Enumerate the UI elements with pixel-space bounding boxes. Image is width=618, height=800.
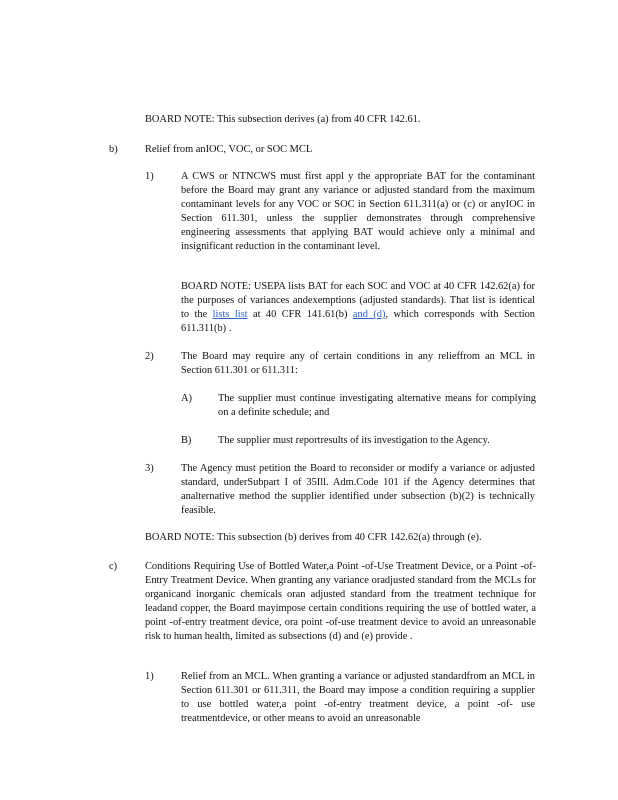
lists-list-link[interactable]: lists list	[212, 309, 248, 320]
subsection-b-heading: Relief from anIOC, VOC, or SOC MCL	[145, 144, 313, 155]
subparagraph-a-label: A)	[181, 393, 192, 404]
board-note-subsection-a: BOARD NOTE: This subsection derives (a) from 40 CFR 142.61.	[145, 114, 421, 125]
paragraph-b2-text: The Board may require any of certain conditions in any relieffrom an MCL in Section 611.301 or 611.311:	[181, 351, 535, 376]
paragraph-b2-number: 2)	[145, 351, 154, 362]
and-d-link[interactable]: and (d)	[352, 309, 386, 320]
board-note-bat-text-2: at 40 CFR 141.61(b)	[247, 309, 353, 320]
subsection-b-label: b)	[109, 144, 118, 155]
subparagraph-b-label: B)	[181, 435, 192, 446]
paragraph-b1-number: 1)	[145, 171, 154, 182]
subparagraph-a-text: The supplier must continue investigating alternative means for complying on a definite schedule; and	[218, 393, 536, 418]
paragraph-c1-number: 1)	[145, 671, 154, 682]
paragraph-b3-number: 3)	[145, 463, 154, 474]
board-note-bat-lists	[181, 280, 535, 336]
paragraph-b3-text: The Agency must petition the Board to reconsider or modify a variance or adjusted standard, underSubpart I of 35Ill. Adm.Code 101 if the Agency determines that analternative method the supplier identified under subsection (b)(2) is technically feasible.	[181, 463, 535, 516]
subsection-c-text: Conditions Requiring Use of Bottled Water,a Point -of-Use Treatment Device, or a Point -of-Entry Treatment Device. When granting any variance oradjusted standard from the MCLs for organicand inorganic chemicals oran adjusted standard from the treatment technique for leadand copper, the Board mayimpose certain conditions requiring the use of bottled water, a point -of-entry treatment device, ora point -of-use treatment device to avoid an unreasonable risk to human health, limited as subsections (d) and (e) provide .	[145, 561, 536, 642]
paragraph-b1-text: A CWS or NTNCWS must first appl y the appropriate BAT for the contaminant before the Board may grant any variance or adjusted standard from the maximum contaminant levels for any VOC or SOC in Section 611.311(a) or (c) or anyIOC in Section 611.301, unless the supplier demonstrates through comprehensive engineering assessments that applying BAT would achieve only a minimal and insignificant reduction in the contaminant level.	[181, 171, 535, 252]
subsection-c-label: c)	[109, 561, 118, 572]
board-note-subsection-b: BOARD NOTE: This subsection (b) derives from 40 CFR 142.62(a) through (e).	[145, 532, 482, 543]
board-note-bat-text-3: , which corresponds with Section 611.311(b) .	[181, 309, 535, 334]
subparagraph-b-text: The supplier must reportresults of its investigation to the Agency.	[218, 435, 490, 446]
board-note-bat-text-1: BOARD NOTE: USEPA lists BAT for each SOC and VOC at 40 CFR 142.62(a) for the purposes of variances andexemptions (adjusted standards). That list is identical to the	[181, 281, 535, 320]
paragraph-c1-text: Relief from an MCL. When granting a variance or adjusted standardfrom an MCL in Section 611.301 or 611.311, the Board may impose a condition requiring a supplier to use bottled water,a point -of-entry treatment device, a point -of- use treatmentdevice, or other means to avoid an unreasonable	[181, 671, 535, 724]
